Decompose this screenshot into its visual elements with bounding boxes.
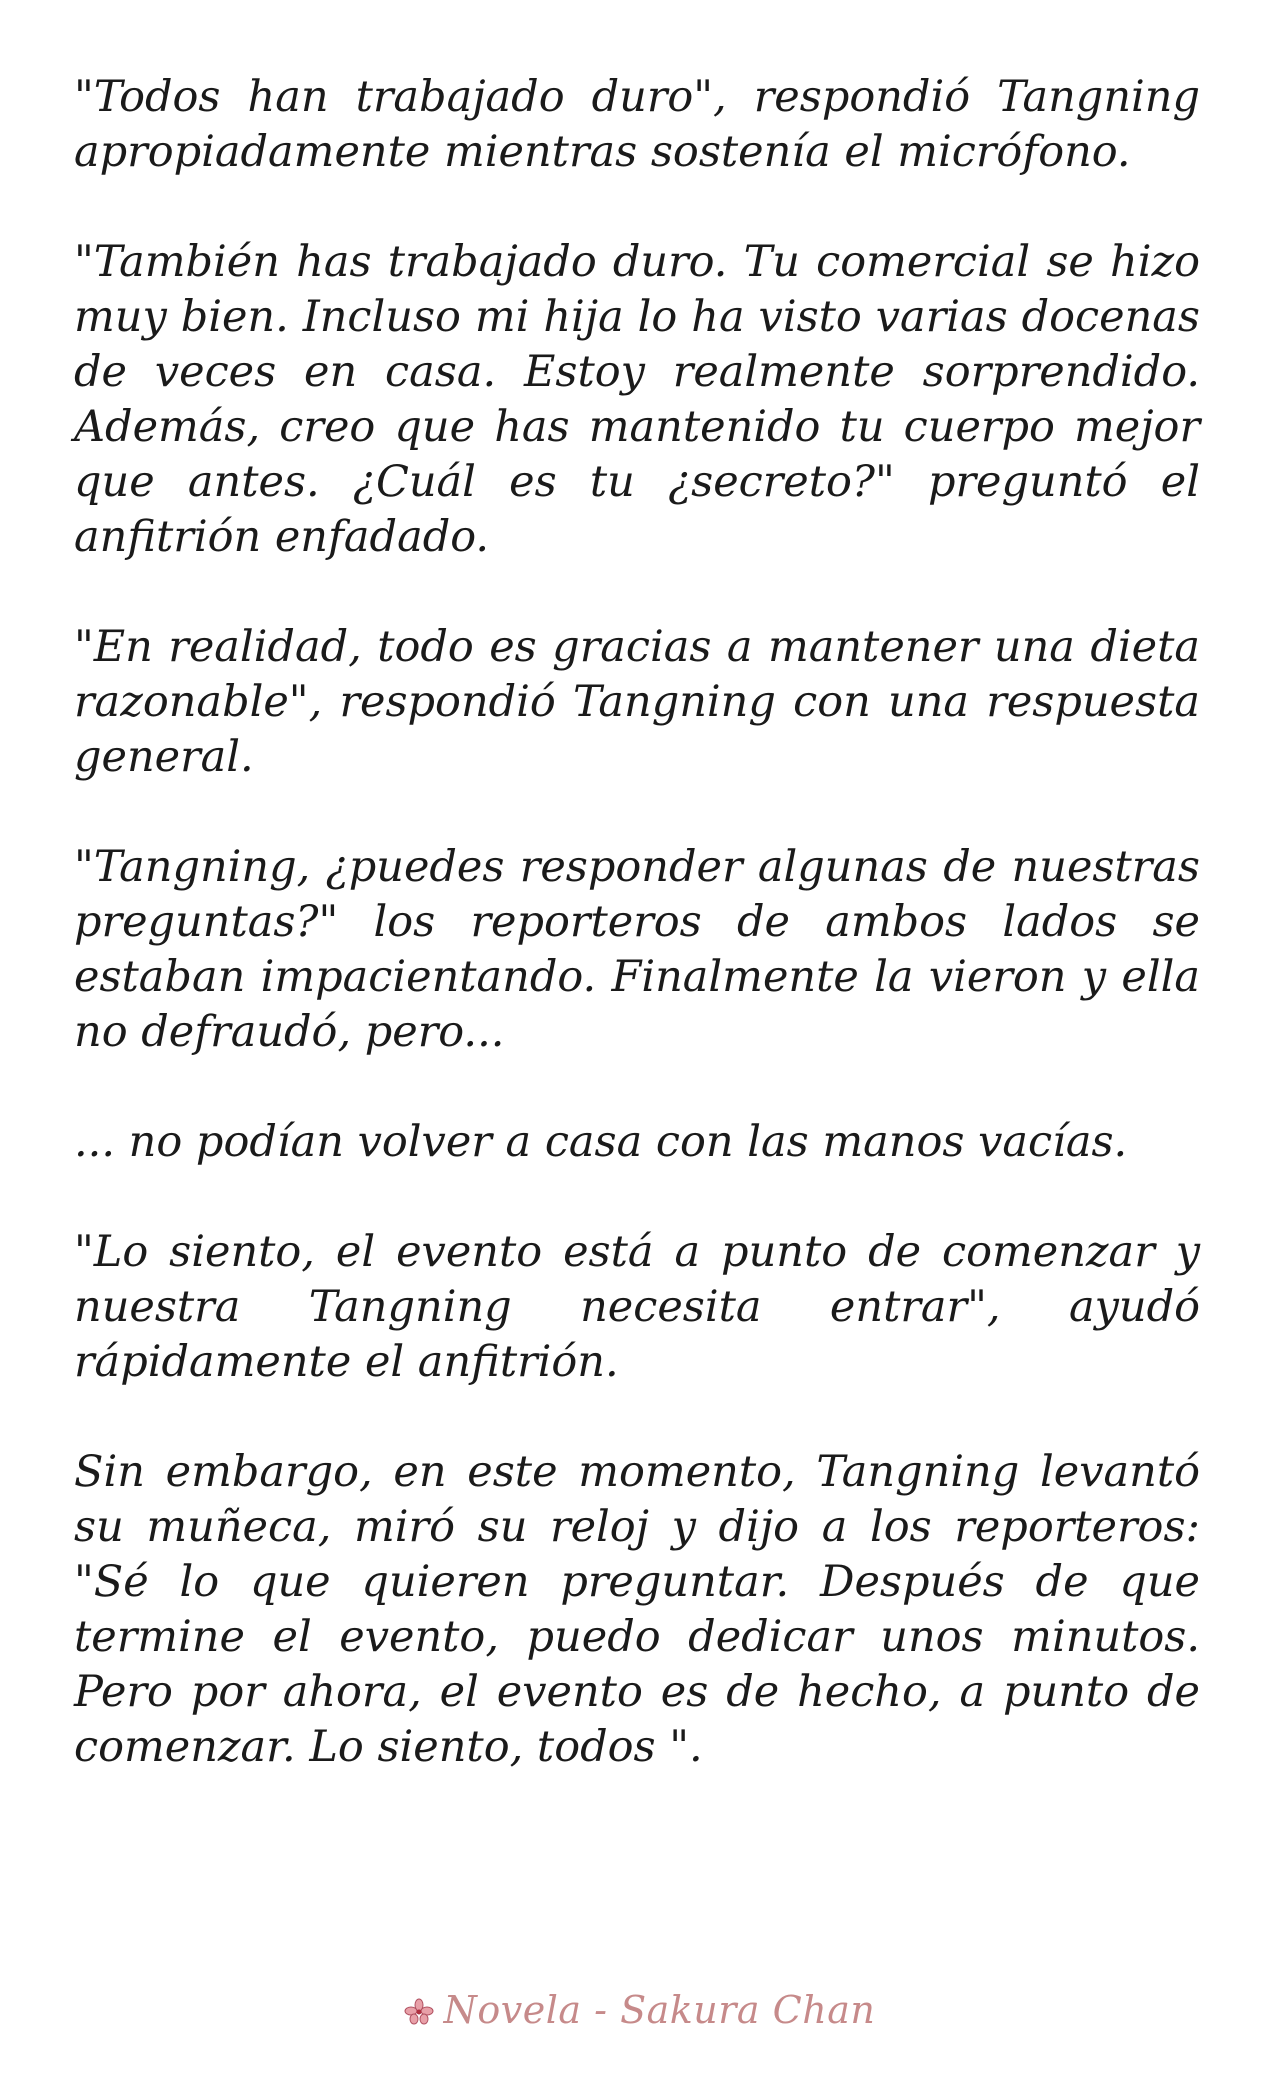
paragraph-5: ... no podían volver a casa con las manos vacías. (74, 1117, 1128, 1167)
paragraph-6: "Lo siento, el evento está a punto de comenzar y nuestra Tangning necesita entrar", ayudó rápidamente el anfitrión. (74, 1227, 1200, 1387)
paragraph-3: "En realidad, todo es gracias a mantener una dieta razonable", respondió Tangning con una respuesta general. (74, 622, 1200, 782)
sakura-flower-icon (400, 1997, 438, 2027)
paragraph-7: Sin embargo, en este momento, Tangning levantó su muñeca, miró su reloj y dijo a los reporteros: "Sé lo que quieren preguntar. Después de que termine el evento, puedo dedicar unos minutos. Pero por ahora, el evento es de hecho, a punto de comenzar. Lo siento, todos ". (74, 1447, 1200, 1772)
paragraph-1: "Todos han trabajado duro", respondió Tangning apropiadamente mientras sostenía el micrófono. (74, 72, 1200, 177)
watermark-text: Novela - Sakura Chan (443, 1988, 876, 2032)
document-body (74, 70, 1200, 1830)
paragraph-2: "También has trabajado duro. Tu comercial se hizo muy bien. Incluso mi hija lo ha visto varias docenas de veces en casa. Estoy realmente sorprendido. Además, creo que has mantenido tu cuerpo mejor que antes. ¿Cuál es tu ¿secreto?" preguntó el anfitrión enfadado. (74, 237, 1200, 562)
paragraph-4: "Tangning, ¿puedes responder algunas de nuestras preguntas?" los reporteros de ambos lados se estaban impacientando. Finalmente la vieron y ella no defraudó, pero... (74, 842, 1200, 1057)
watermark (0, 1988, 1275, 2032)
